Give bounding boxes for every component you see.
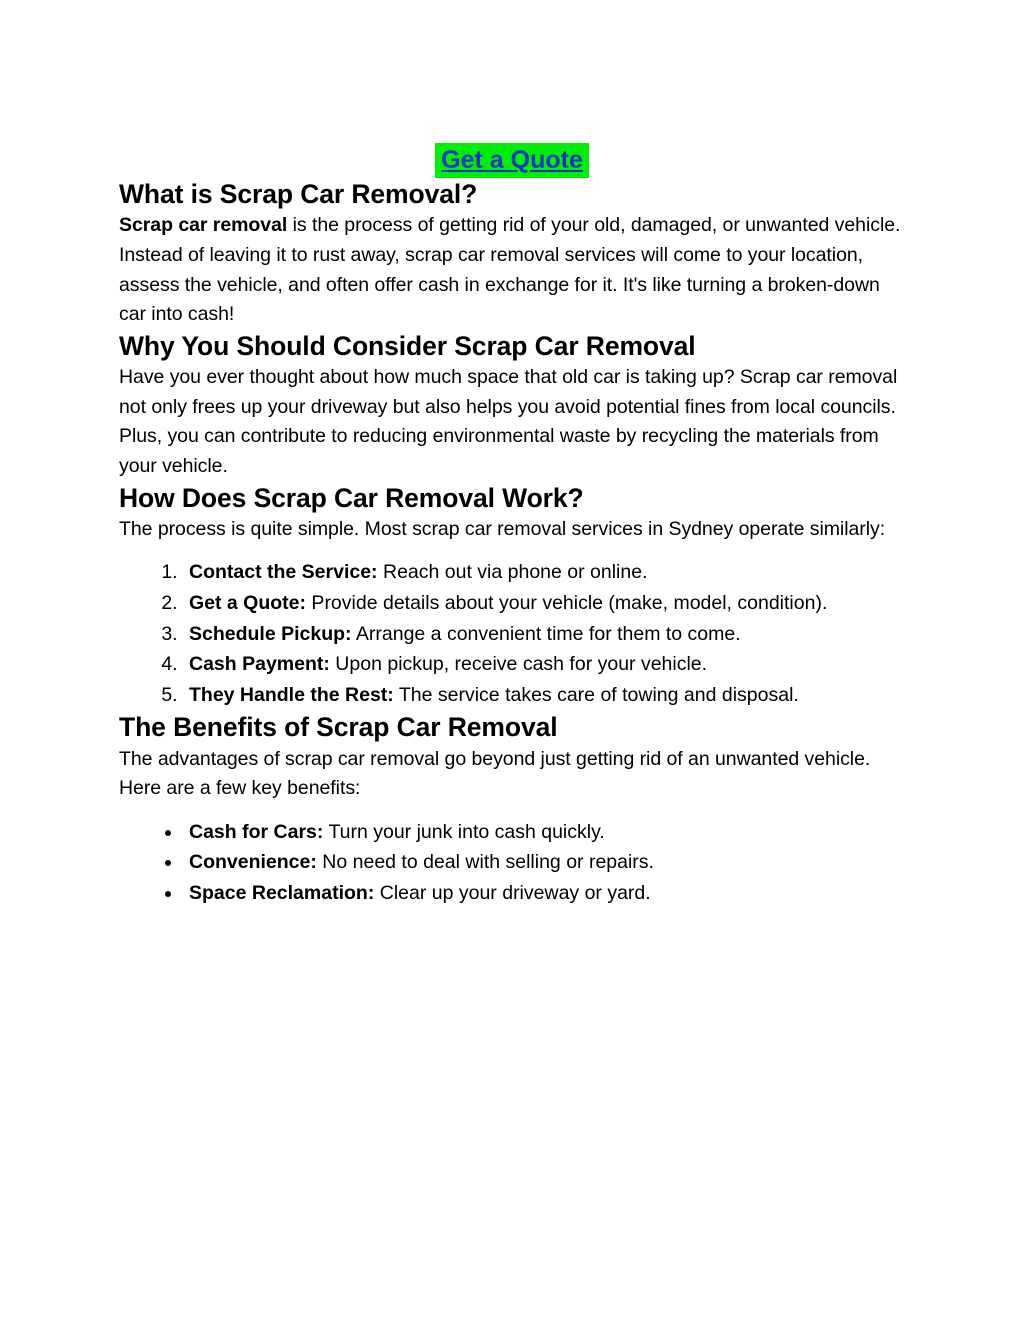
section-heading-benefits: The Benefits of Scrap Car Removal [119,712,558,743]
list-item [183,848,905,878]
benefits-list [119,818,905,909]
paragraph-lead-bold: Scrap car removal [119,214,288,237]
list-item [183,650,905,680]
step-label: Cash Payment: [189,653,330,676]
step-label: Schedule Pickup: [189,622,352,645]
steps-list [119,558,905,710]
list-item [183,558,905,588]
benefit-label: Space Reclamation: [189,882,375,904]
cta-container [119,0,905,178]
step-text: Arrange a convenient time for them to come. [351,622,741,645]
step-label: Contact the Service: [189,561,378,584]
step-text: Reach out via phone or online. [377,561,648,584]
get-a-quote-link[interactable]: Get a Quote [435,143,589,178]
section-paragraph-benefits: The advantages of scrap car removal go beyond just getting rid of an unwanted vehicle. Here are a few key benefits: [119,747,871,800]
list-item [183,589,905,619]
paragraph-rest-text: is the process of getting rid of your old, damaged, or unwanted vehicle. Instead of leaving it to rust away, scrap car removal services will come to your location, assess the vehicle, and often offer cash in exchange for it. It's like turning a broken-down car into cash! [119,214,901,326]
list-item [183,879,905,909]
step-text: Provide details about your vehicle (make, model, condition). [306,591,828,614]
step-text: Upon pickup, receive cash for your vehicle. [329,653,708,676]
section-heading-why-you-should-consider: Why You Should Consider Scrap Car Removal [119,330,696,361]
benefit-text: Clear up your driveway or yard. [374,882,651,904]
section-heading-what-is-scrap-car-removal: What is Scrap Car Removal? [119,179,478,210]
benefit-text: Turn your junk into cash quickly. [323,820,605,843]
benefit-text: No need to deal with selling or repairs. [316,851,654,874]
list-item [183,681,905,711]
step-label: They Handle the Rest: [189,683,394,706]
section-paragraph-why-you-should-consider: Have you ever thought about how much space that old car is taking up? Scrap car removal not only frees up your driveway but also helps you avoid potential fines from local councils. Plus, you can contribute to reducing environmental waste by recycling the materials from your vehicle. [119,366,898,477]
step-label: Get a Quote: [189,591,307,614]
list-item [183,818,905,848]
benefit-label: Cash for Cars: [189,820,324,843]
section-heading-how-does-it-work: How Does Scrap Car Removal Work? [119,482,584,513]
section-paragraph-how-does-it-work: The process is quite simple. Most scrap car removal services in Sydney operate similarly: [119,517,886,540]
list-item [183,620,905,650]
benefit-label: Convenience: [189,851,317,874]
step-text: The service takes care of towing and disposal. [393,683,799,706]
section-paragraph-what-is-scrap-car-removal [119,211,905,330]
